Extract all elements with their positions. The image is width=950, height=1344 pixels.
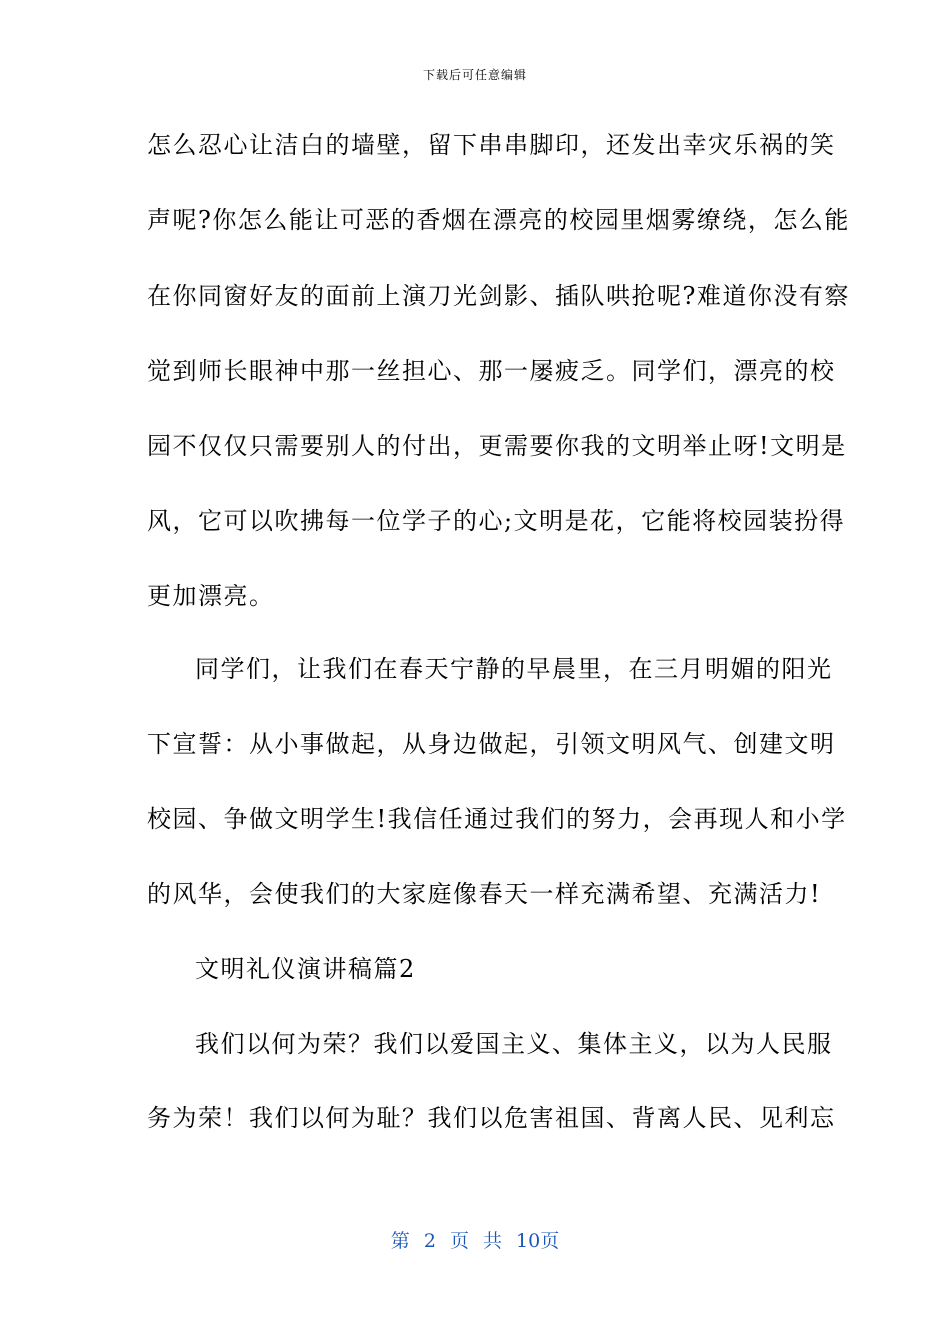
text-line: 务为荣！我们以何为耻？我们以危害祖国、背离人民、见利忘 [147,1104,836,1132]
text-line: 在你同窗好友的面前上演刀光剑影、插队哄抢呢?难道你没有察 [147,282,850,310]
paragraph-start-line: 我们以何为荣？我们以爱国主义、集体主义，以为人民服 [195,1030,833,1058]
section-heading: 文明礼仪演讲稿篇2 [195,955,416,983]
text-line: 校园、争做文明学生!我信任通过我们的努力，会再现人和小学 [147,805,847,833]
header-note: 下载后可任意编辑 [422,68,527,82]
text-line: 园不仅仅只需要别人的付出，更需要你我的文明举止呀!文明是 [147,432,847,460]
text-line: 风，它可以吹拂每一位学子的心;文明是花，它能将校园装扮得 [147,507,846,535]
paragraph-start-line: 同学们，让我们在春天宁静的早晨里，在三月明媚的阳光 [195,655,833,683]
text-line: 更加漂亮。 [147,582,275,610]
text-line: 下宣誓：从小事做起，从身边做起，引领文明风气、创建文明 [147,730,836,758]
text-line: 怎么忍心让洁白的墙壁，留下串串脚印，还发出幸灾乐祸的笑 [147,131,836,159]
page-number: 第 2 页 共 10页 [390,1230,560,1252]
text-line: 觉到师长眼神中那一丝担心、那一屡疲乏。同学们，漂亮的校 [147,357,836,385]
text-line: 声呢?你怎么能让可恶的香烟在漂亮的校园里烟雾缭绕，怎么能 [147,206,850,234]
text-line: 的风华，会使我们的大家庭像春天一样充满希望、充满活力! [147,880,822,908]
